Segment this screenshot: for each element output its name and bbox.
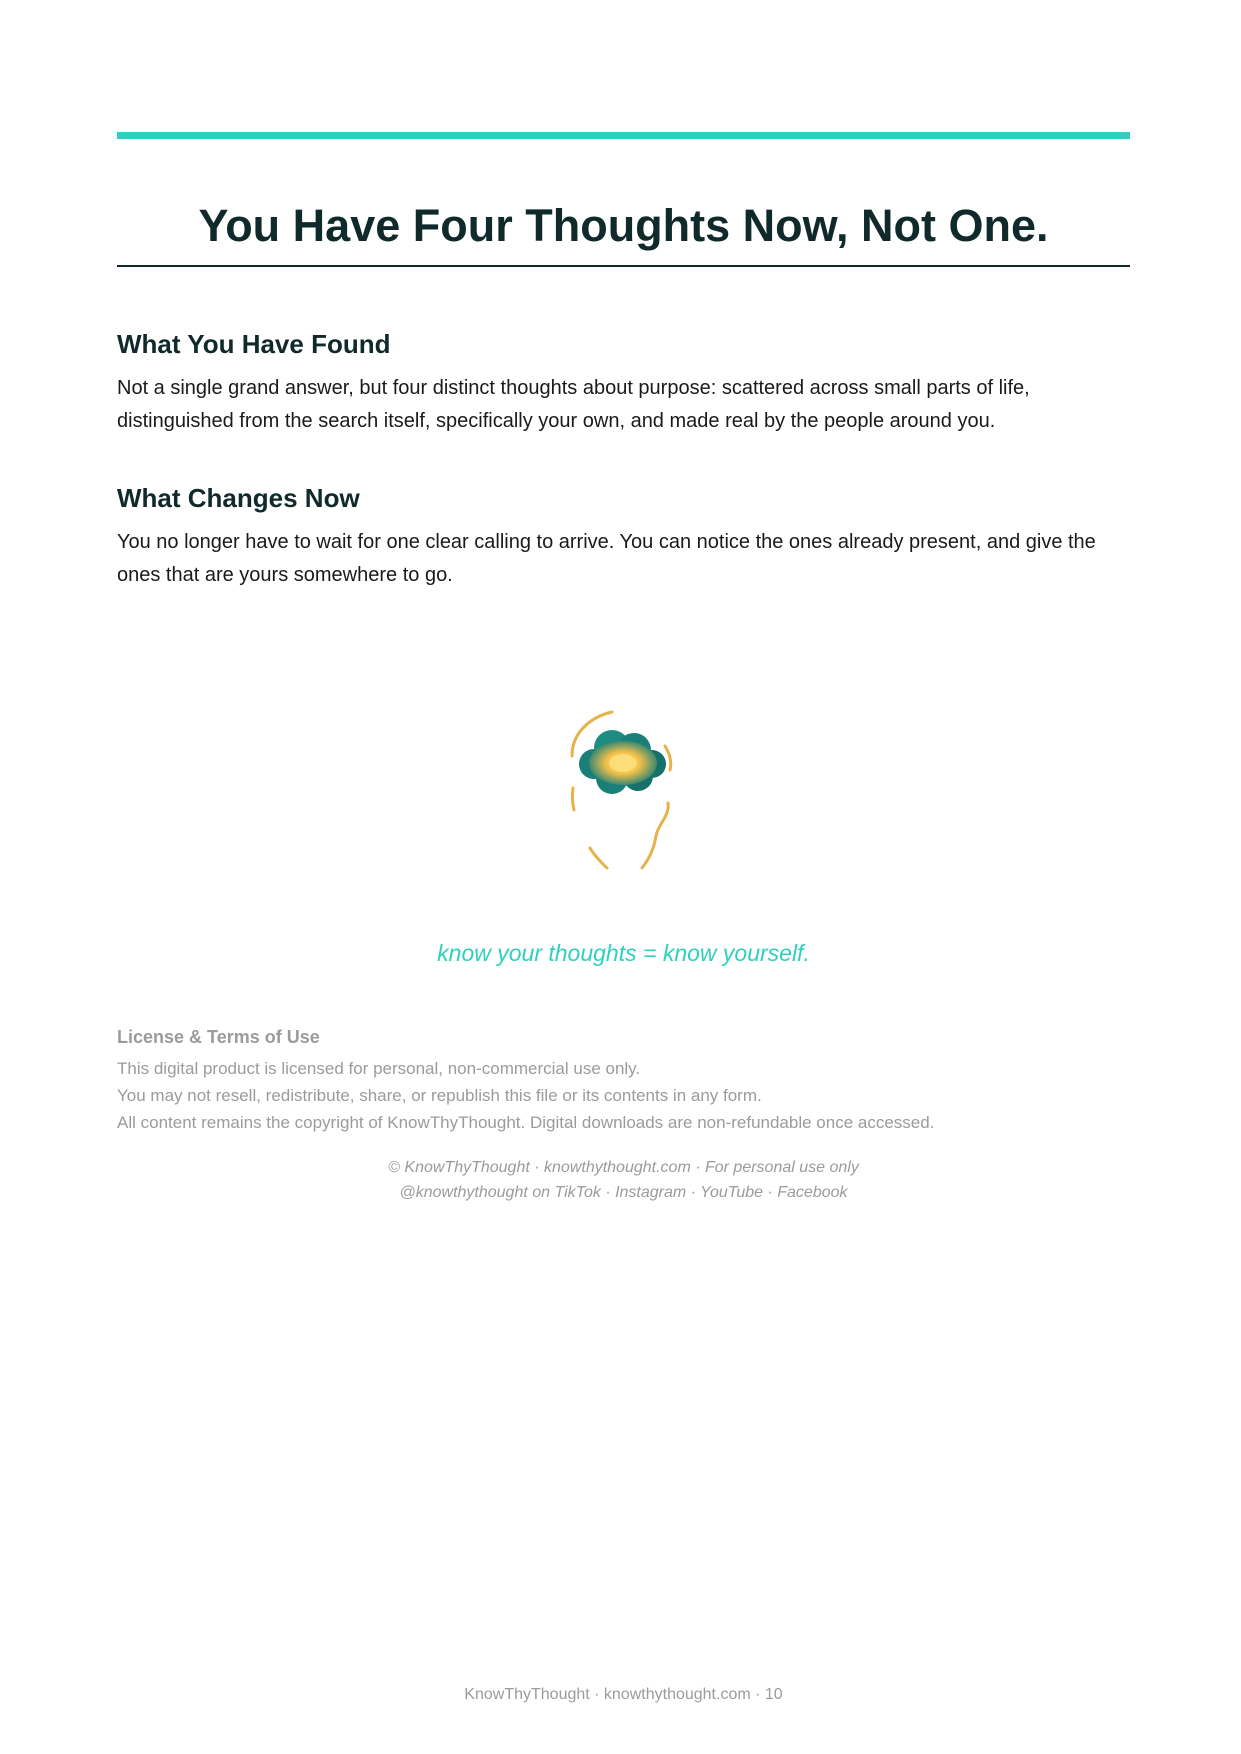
section-heading-found: What You Have Found <box>117 329 391 359</box>
license-line: This digital product is licensed for personal, non-commercial use only. <box>117 1059 641 1078</box>
top-accent-rule <box>117 132 1130 139</box>
page-title: You Have Four Thoughts Now, Not One. <box>198 200 1049 251</box>
section-heading-changes: What Changes Now <box>117 483 360 513</box>
license-heading: License & Terms of Use <box>117 1027 320 1047</box>
license-line: All content remains the copyright of KnowThyThought. Digital downloads are non-refundable once accessed. <box>117 1113 935 1132</box>
social-credit: @knowthythought on TikTok · Instagram · YouTube · Facebook <box>399 1184 848 1201</box>
copyright-credit: © KnowThyThought · knowthythought.com · For personal use only <box>388 1159 859 1176</box>
license-line: You may not resell, redistribute, share, or republish this file or its contents in any form. <box>117 1086 762 1105</box>
title-divider <box>117 265 1130 267</box>
thought-cloud-head-icon <box>560 708 690 876</box>
section-body-found: Not a single grand answer, but four distinct thoughts about purpose: scattered across small parts of life, distinguished from the search itself, specifically your own, and made real by the people around you. <box>117 377 1030 432</box>
tagline: know your thoughts = know yourself. <box>437 940 810 966</box>
section-body-changes: You no longer have to wait for one clear calling to arrive. You can notice the ones already present, and give the ones that are yours somewhere to go. <box>117 531 1096 586</box>
page-footer: KnowThyThought · knowthythought.com · 10 <box>464 1686 783 1703</box>
